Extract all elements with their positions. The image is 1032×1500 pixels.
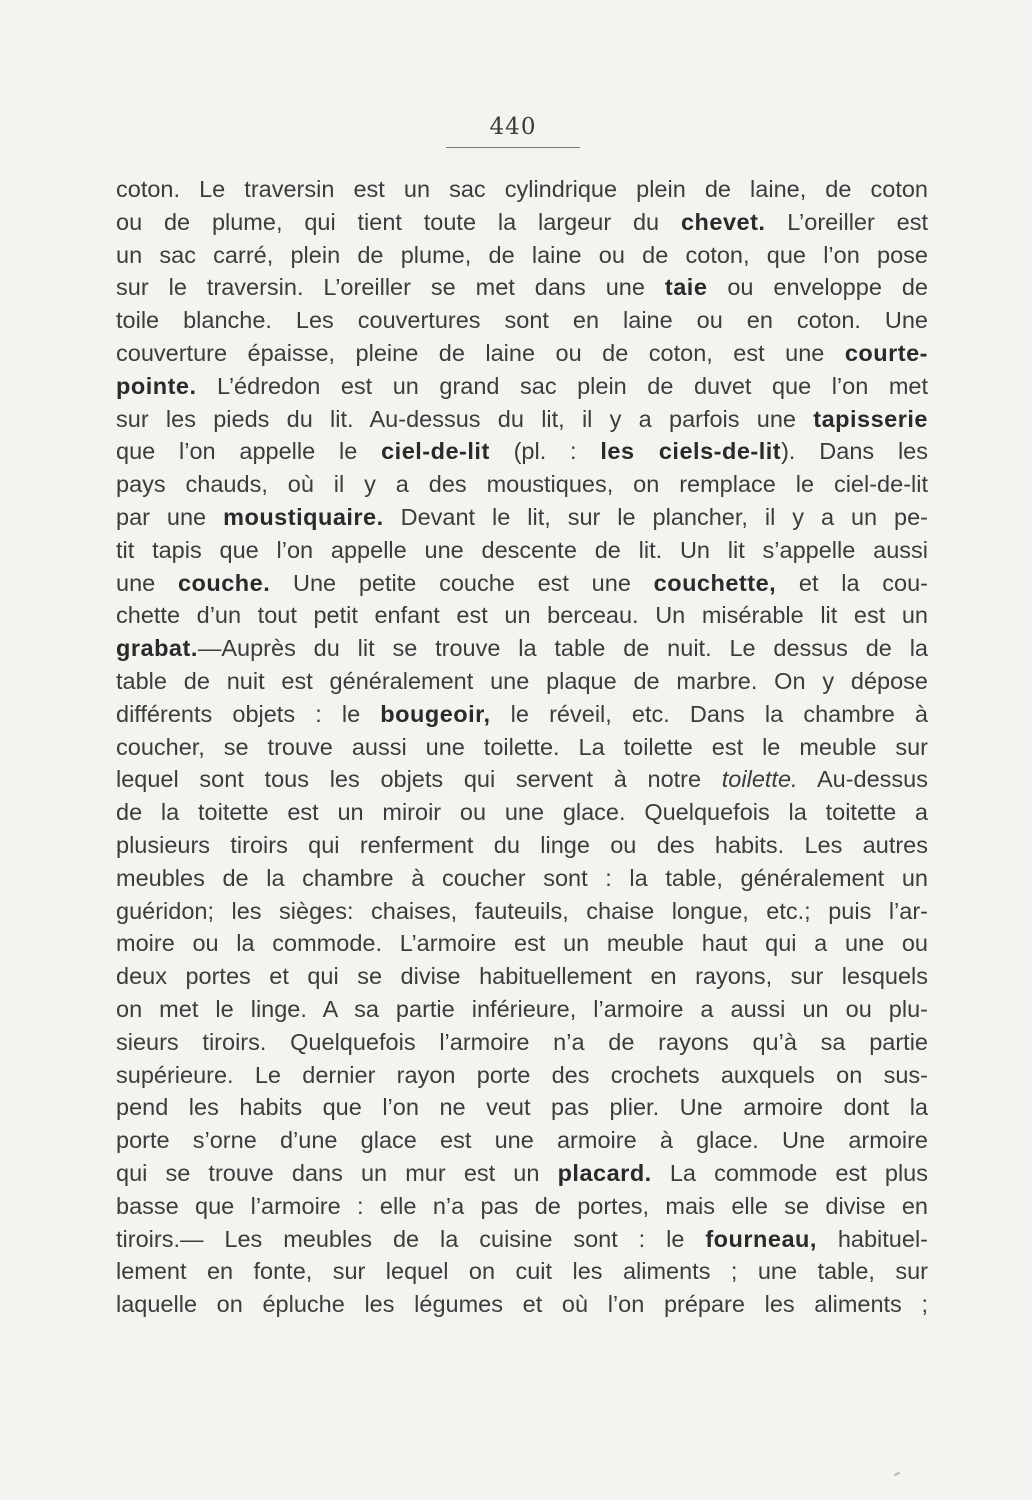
text-line	[116, 895, 928, 928]
text-line	[116, 271, 928, 304]
bold-term: grabat.	[116, 635, 198, 662]
text-run: par une	[116, 503, 224, 530]
text-line	[116, 1288, 928, 1321]
bold-term: courte-	[844, 339, 928, 366]
text-line	[116, 1190, 928, 1223]
text-run: laquelle on épluche les légumes et où l’on prépare les aliments ;	[116, 1291, 928, 1318]
text-run: table de nuit est généralement une plaque de marbre. On y dépose	[116, 667, 928, 694]
text-line	[116, 403, 928, 436]
text-run: coton. Le traversin est un sac cylindrique plein de laine, de coton	[116, 176, 928, 202]
text-line	[116, 862, 928, 895]
text-line	[116, 337, 928, 370]
text-line	[116, 763, 928, 796]
text-line	[116, 1026, 928, 1059]
text-run: (pl. :	[489, 438, 601, 465]
bold-term: tapisserie	[813, 405, 928, 432]
text-line	[116, 501, 928, 534]
text-run: chette d’un tout petit enfant est un berceau. Un misérable lit est un	[116, 602, 928, 629]
text-run: différents objets : le	[116, 700, 381, 727]
text-run: L’oreiller est	[765, 208, 928, 235]
page-number-rule	[446, 147, 580, 148]
bold-term: chevet.	[680, 208, 766, 235]
bold-term: ciel-de-lit	[381, 438, 490, 465]
text-line	[116, 370, 928, 403]
text-run: ou enveloppe de	[707, 274, 928, 301]
text-run: La commode est plus	[651, 1159, 928, 1186]
text-run: sieurs tiroirs. Quelquefois l’armoire n’a de rayons qu’à sa partie	[116, 1028, 928, 1055]
text-line	[116, 632, 928, 665]
text-run: tit tapis que l’on appelle une descente de lit. Un lit s’appelle aussi	[116, 536, 928, 563]
text-run: ou de plume, qui tient toute la largeur du	[116, 208, 681, 235]
text-run: une	[116, 569, 178, 596]
italic-term: toilette.	[721, 766, 798, 793]
text-line	[116, 468, 928, 501]
paper-speck	[894, 1472, 900, 1477]
text-line	[116, 1124, 928, 1157]
text-line	[116, 960, 928, 993]
text-run: on met le linge. A sa partie inférieure, l’armoire a aussi un ou plu-	[116, 995, 928, 1022]
text-line	[116, 927, 928, 960]
text-run: supérieure. Le dernier rayon porte des crochets auxquels on sus-	[116, 1061, 928, 1088]
text-run: coucher, se trouve aussi une toilette. La toilette est le meuble sur	[116, 733, 928, 760]
text-line	[116, 567, 928, 600]
text-run: porte s’orne d’une glace est une armoire à glace. Une armoire	[116, 1127, 928, 1154]
text-run: et la cou-	[776, 569, 928, 596]
text-run: meubles de la chambre à coucher sont : la table, généralement un	[116, 864, 928, 891]
text-run: Une petite couche est une	[270, 569, 654, 596]
text-line	[116, 534, 928, 567]
text-run: basse que l’armoire : elle n’a pas de portes, mais elle se divise en	[116, 1192, 928, 1219]
text-line	[116, 698, 928, 731]
text-line	[116, 173, 928, 206]
text-line	[116, 1091, 928, 1124]
body-text	[116, 173, 928, 1321]
text-run: qui se trouve dans un mur est un	[116, 1159, 558, 1186]
text-run: pays chauds, où il y a des moustiques, on remplace le ciel-de-lit	[116, 471, 928, 498]
text-run: de la toitette est un miroir ou une glace. Quelquefois la toitette a	[116, 799, 928, 826]
text-run: ). Dans les	[781, 438, 928, 465]
text-run: sur le traversin. L’oreiller se met dans une	[116, 274, 665, 301]
bold-term: placard.	[557, 1159, 652, 1186]
text-line	[116, 1255, 928, 1288]
text-run: Devant le lit, sur le plancher, il y a un pe-	[383, 503, 929, 530]
bold-term: pointe.	[116, 372, 197, 399]
bold-term: taie	[664, 274, 708, 301]
text-run: le réveil, etc. Dans la chambre à	[490, 700, 928, 727]
text-line	[116, 435, 928, 468]
text-line	[116, 665, 928, 698]
text-run: lement en fonte, sur lequel on cuit les aliments ; une table, sur	[116, 1258, 928, 1285]
text-run: moire ou la commode. L’armoire est un meuble haut qui a une ou	[116, 930, 928, 957]
text-line	[116, 206, 928, 239]
text-line	[116, 1223, 928, 1256]
text-run: —Auprès du lit se trouve la table de nuit. Le dessus de la	[197, 635, 928, 662]
bold-term: fourneau,	[705, 1225, 817, 1252]
text-run: habituel-	[816, 1225, 928, 1252]
bold-term: bougeoir,	[380, 700, 491, 727]
text-line	[116, 599, 928, 632]
text-line	[116, 993, 928, 1026]
bold-term: couchette,	[653, 569, 777, 596]
text-line	[116, 731, 928, 764]
text-run: sur les pieds du lit. Au-dessus du lit, il y a parfois une	[116, 405, 814, 432]
text-run: couverture épaisse, pleine de laine ou de coton, est une	[116, 339, 845, 366]
text-run: L’édredon est un grand sac plein de duvet que l’on met	[196, 372, 928, 399]
page-number: 440	[489, 114, 537, 140]
bold-term: moustiquaire.	[223, 503, 384, 530]
text-line	[116, 1059, 928, 1092]
text-run: toile blanche. Les couvertures sont en laine ou en coton. Une	[116, 307, 928, 334]
text-run: pend les habits que l’on ne veut pas plier. Une armoire dont la	[116, 1094, 928, 1121]
text-line	[116, 239, 928, 272]
text-run: tiroirs.— Les meubles de la cuisine sont : le	[116, 1225, 706, 1252]
text-line	[116, 829, 928, 862]
text-line	[116, 304, 928, 337]
text-run: un sac carré, plein de plume, de laine ou de coton, que l’on pose	[116, 241, 928, 268]
text-run: que l’on appelle le	[116, 438, 382, 465]
text-run: deux portes et qui se divise habituellement en rayons, sur lesquels	[116, 963, 928, 990]
text-run: plusieurs tiroirs qui renferment du linge ou des habits. Les autres	[116, 831, 928, 858]
text-line	[116, 1157, 928, 1190]
text-run: lequel sont tous les objets qui servent à notre	[116, 766, 722, 793]
bold-term: couche.	[177, 569, 271, 596]
text-run: Au-dessus	[797, 766, 929, 793]
text-line	[116, 796, 928, 829]
bold-term: les ciels-de-lit	[600, 438, 782, 465]
text-run: guéridon; les sièges: chaises, fauteuils, chaise longue, etc.; puis l’ar-	[116, 897, 928, 924]
